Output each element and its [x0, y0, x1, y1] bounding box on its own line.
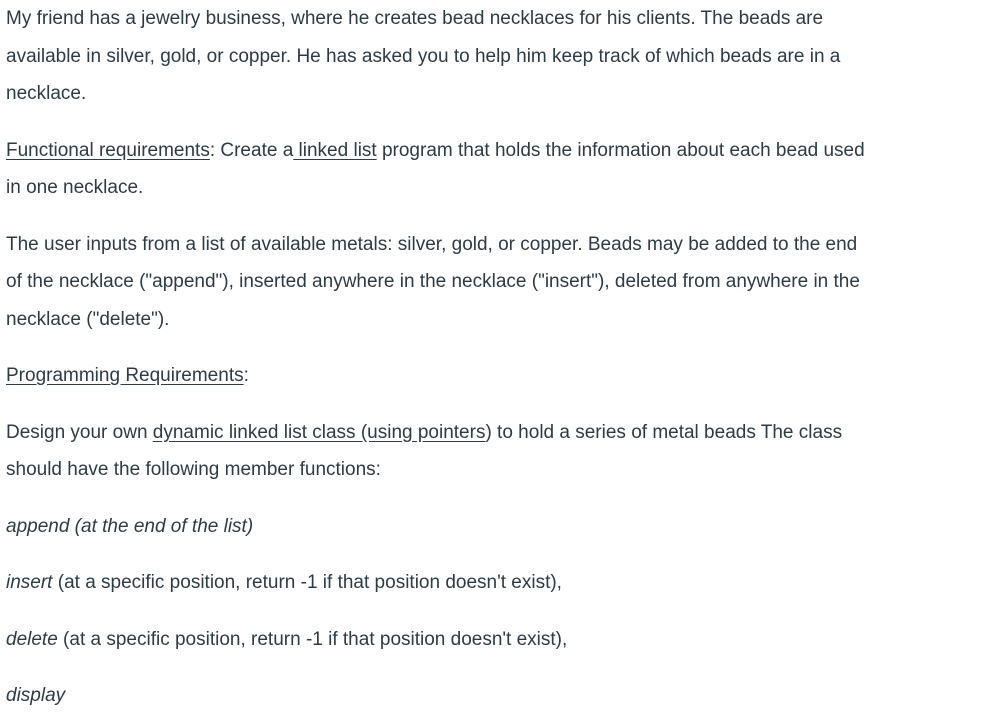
design-pre: Design your own — [6, 421, 153, 443]
function-display: display — [6, 685, 66, 706]
input-paragraph — [6, 226, 996, 339]
input-line-3: necklace ("delete"). — [6, 308, 170, 330]
programming-colon: : — [243, 365, 249, 386]
function-delete-desc: (at a specific position, return -1 if that position doesn't exist), — [57, 628, 568, 650]
function-delete — [6, 621, 996, 659]
intro-line-3: necklace. — [6, 83, 87, 104]
function-insert-desc: (at a specific position, return -1 if that position doesn't exist), — [52, 572, 562, 593]
function-insert — [6, 564, 996, 602]
function-delete-name: delete — [6, 628, 58, 650]
design-line-1 — [6, 414, 996, 452]
functional-line-1 — [6, 132, 996, 170]
input-line-1: The user inputs from a list of available metals: silver, gold, or copper. Beads may be added to the end — [6, 233, 858, 255]
function-insert-name: insert — [6, 572, 53, 593]
design-line-2: should have the following member functions: — [6, 459, 381, 480]
functional-rest: program that holds the information about each bead used — [376, 139, 865, 161]
input-line-2: of the necklace ("append"), inserted anywhere in the necklace ("insert"), deleted from anywhere in the — [6, 271, 860, 292]
functional-requirements-heading: Functional requirements — [6, 139, 210, 161]
design-post: ) to hold a series of metal beads The class — [485, 421, 843, 443]
intro-line-1: My friend has a jewelry business, where he creates bead necklaces for his clients. The beads are — [6, 8, 824, 29]
functional-line-2: in one necklace. — [6, 177, 144, 198]
programming-requirements-line — [6, 357, 996, 395]
functional-colon: : Create a — [209, 139, 294, 161]
dynamic-linked-list-term: dynamic linked list class — [152, 421, 361, 443]
functional-requirements-paragraph — [6, 132, 996, 207]
intro-paragraph — [6, 0, 996, 113]
design-paragraph — [6, 414, 996, 489]
function-append: append (at the end of the list) — [6, 515, 254, 537]
using-pointers-term: (using pointers — [360, 421, 486, 443]
intro-line-2: available in silver, gold, or copper. He has asked you to help him keep track of which beads are in a — [6, 45, 841, 67]
linked-list-term: linked list — [293, 139, 377, 161]
programming-requirements-heading: Programming Requirements — [6, 365, 244, 386]
